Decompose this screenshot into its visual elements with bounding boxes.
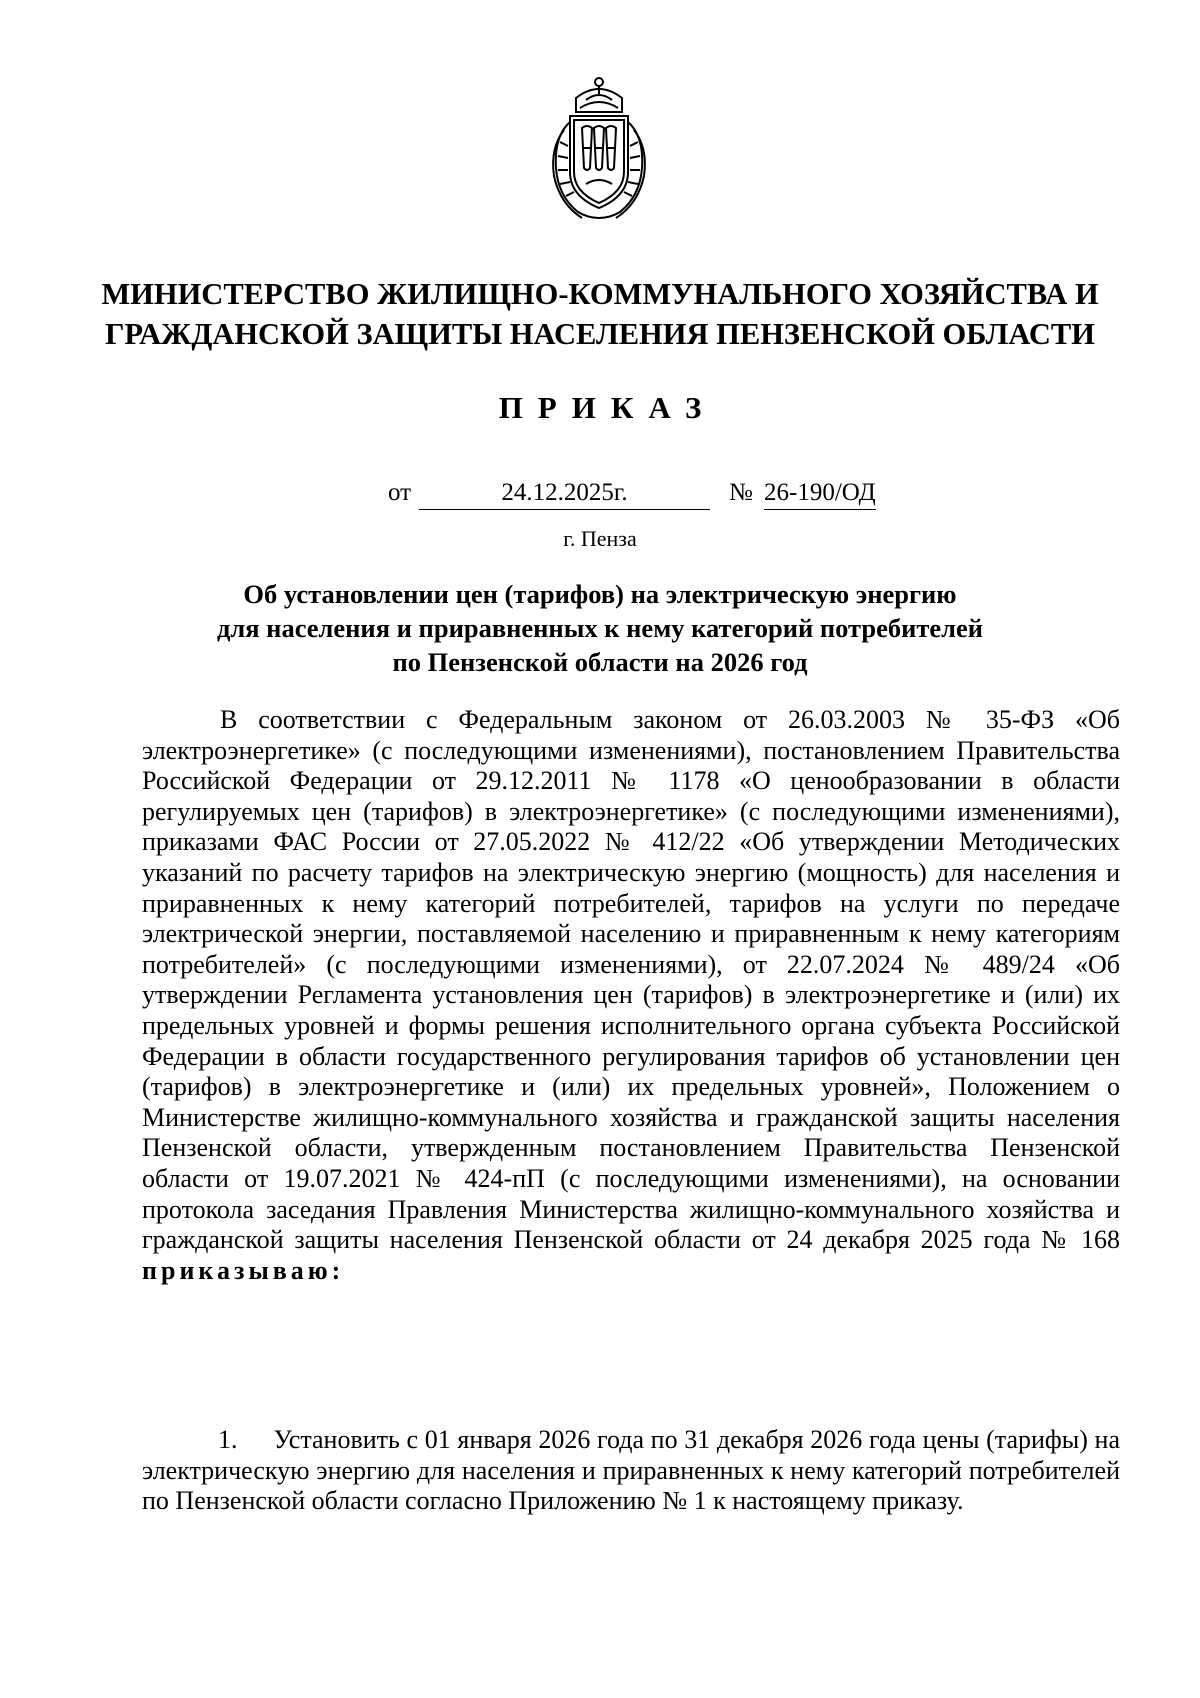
ministry-name-line2: ГРАЖДАНСКОЙ ЗАЩИТЫ НАСЕЛЕНИЯ ПЕНЗЕНСКОЙ ОБЛАСТИ	[105, 317, 1095, 351]
preamble-text: В соответствии с Федеральным законом от 26.03.2003 № 35-ФЗ «Об электроэнергетике» (с последующими изменениями), постановлением Правительства Российской Федерации от 29.12.2011 № 1178 «О ценообразовании в области регулируемых цен (тарифов) в электроэнергетике» (с последующими изменениями), приказами ФАС России от 27.05.2022 № 412/22 «Об утверждении Методических указаний по расчету тарифов на электрическую энергию (мощность) для населения и приравненных к нему категорий потребителей, тарифов на услуги по передаче электрической энергии, поставляемой населению и приравненным к нему категориям потребителей» (с последующими изменениями), от 22.07.2024 № 489/24 «Об утверждении Регламента установления цен (тарифов) в электроэнергетике и (или) их предельных уровней и формы решения исполнительного органа субъекта Российской Федерации в области государственного регулирования тарифов об установлении цен (тарифов) в электроэнергетике и (или) их предельных уровней», Положением о Министерстве жилищно-коммунального хозяйства и гражданской защиты населения Пензенской области, утвержденным постановлением Правительства Пензенской области от 19.07.2021 № 424-пП (с последующими изменениями), на основании протокола заседания Правления Министерства жилищно-коммунального хозяйства и гражданской защиты населения Пензенской области от 24 декабря 2025 года № 168	[142, 705, 1120, 1255]
order-date-number-line	[388, 479, 888, 515]
order-word: приказываю:	[142, 1255, 345, 1285]
order-subject	[0, 577, 1200, 679]
document-type-title: ПРИКАЗ	[498, 390, 717, 425]
subject-line3: по Пензенской области на 2026 год	[392, 647, 808, 677]
subject-line1: Об установлении цен (тарифов) на электрическую энергию	[243, 579, 957, 609]
order-date: 24.12.2025г.	[419, 479, 710, 510]
city-name: г. Пенза	[563, 526, 637, 551]
penza-coat-of-arms-icon	[538, 72, 660, 222]
date-prefix: от	[388, 479, 412, 506]
order-number: 26-190/ОД	[764, 479, 876, 510]
item-1-paragraph	[142, 1425, 1120, 1517]
ministry-name	[0, 274, 1200, 354]
number-sign: №	[729, 479, 753, 506]
item-1-text: Установить с 01 января 2026 года по 31 декабря 2026 года цены (тарифы) на электрическую энергию для населения и приравненных к нему категорий потребителей по Пензенской области согласно Приложению № 1 к настоящему приказу.	[142, 1425, 1120, 1516]
ministry-name-line1: МИНИСТЕРСТВО ЖИЛИЩНО-КОММУНАЛЬНОГО ХОЗЯЙСТВА И	[101, 277, 1099, 311]
item-1-number: 1.	[218, 1425, 238, 1454]
preamble-paragraph	[142, 705, 1120, 1286]
subject-line2: для населения и приравненных к нему категорий потребителей	[216, 613, 984, 643]
